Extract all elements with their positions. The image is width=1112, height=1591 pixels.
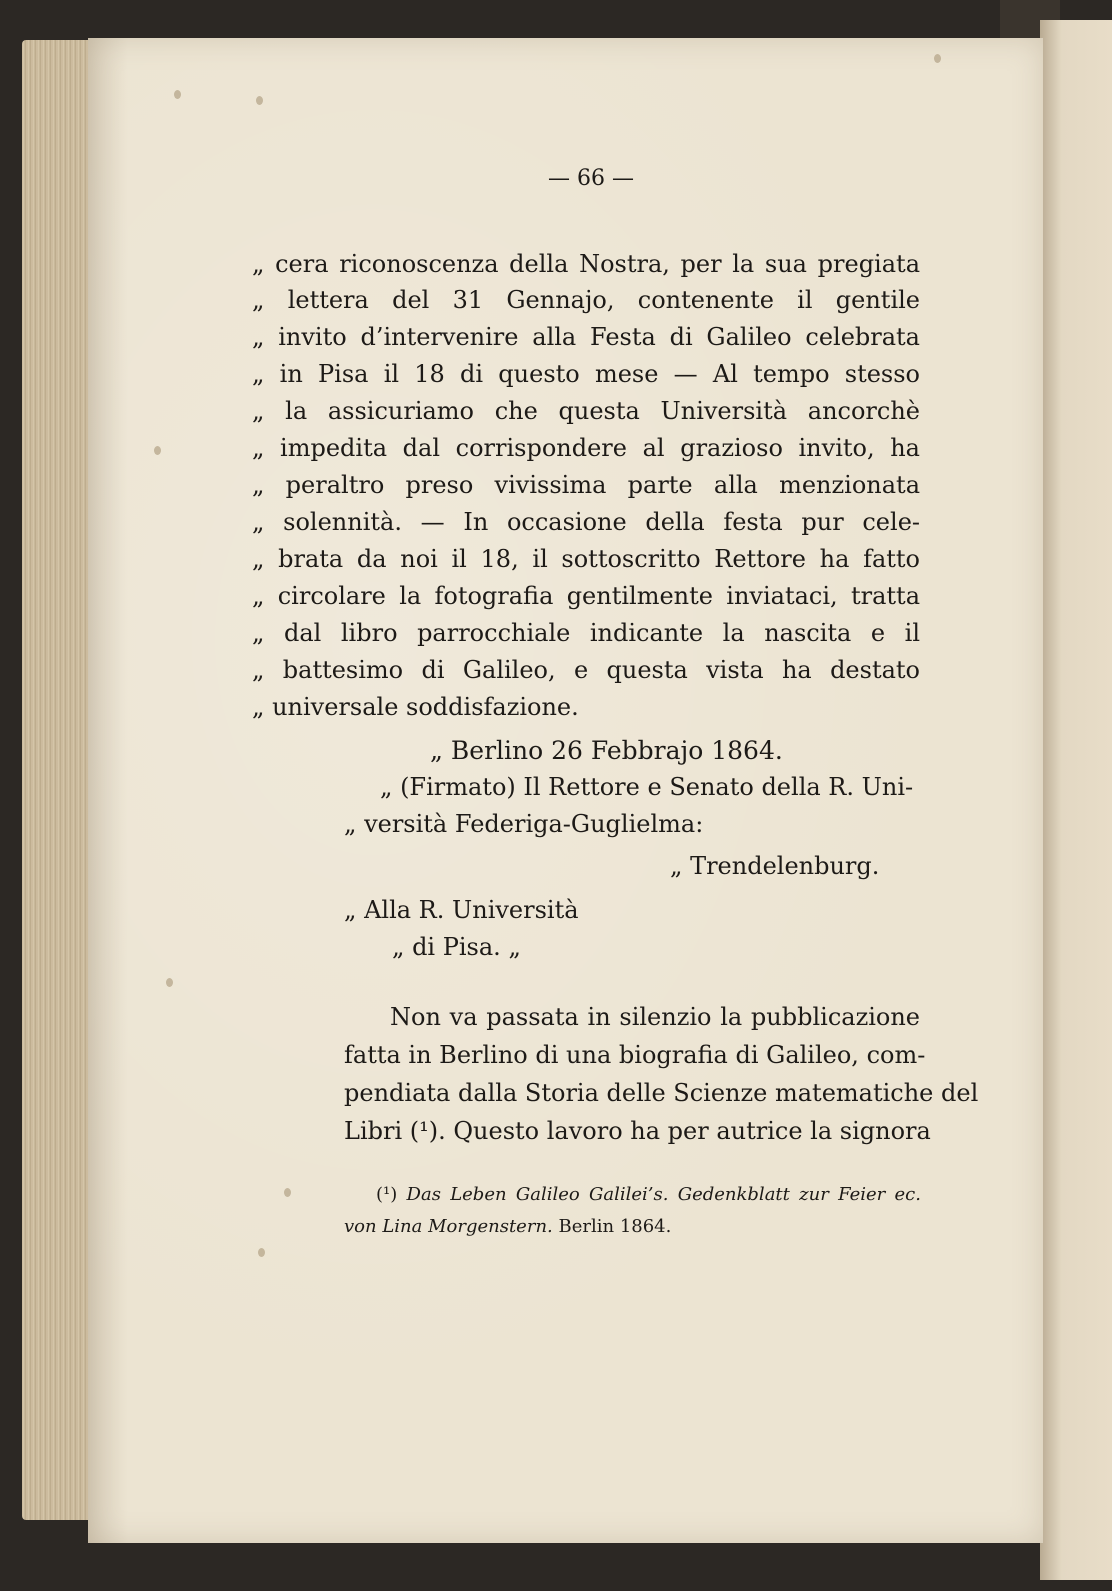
paper-spot: [934, 54, 941, 63]
facing-page-edge: [1040, 20, 1112, 1580]
paragraph-line: Libri (¹). Questo lavoro ha per autrice la signora: [344, 1117, 931, 1145]
paper-spot: [258, 1248, 265, 1257]
letter-line: „ la assicuriamo che questa Università ancorchè: [252, 397, 920, 425]
letter-line: „ dal libro parrocchiale indicante la nascita e il: [252, 619, 920, 647]
signed-line: „ versità Federiga-Guglielma:: [344, 810, 704, 838]
address-line: „ di Pisa. „: [392, 933, 521, 961]
letter-date: „ Berlino 26 Febbrajo 1864.: [430, 736, 783, 765]
letter-last-line: „ universale soddisfazione.: [252, 693, 579, 721]
paper-spot: [174, 90, 181, 99]
address-line: „ Alla R. Università: [344, 896, 579, 924]
paragraph-line: pendiata dalla Storia delle Scienze matematiche del: [344, 1079, 979, 1107]
signed-line: „ (Firmato) Il Rettore e Senato della R. Uni-: [380, 773, 914, 801]
letter-line: „ invito d’intervenire alla Festa di Galileo celebrata: [252, 323, 920, 351]
letter-line: „ circolare la fotografia gentilmente inviataci, tratta: [252, 582, 920, 610]
footnote-line-1: [376, 1184, 921, 1205]
paragraph-line: Non va passata in silenzio la pubblicazione: [390, 1003, 920, 1031]
letter-line: „ lettera del 31 Gennajo, contenente il gentile: [252, 286, 920, 314]
footnote-author: von Lina Morgenstern.: [344, 1216, 553, 1237]
letter-line: „ brata da noi il 18, il sottoscritto Rettore ha fatto: [252, 545, 920, 573]
letter-line: „ cera riconoscenza della Nostra, per la sua pregiata: [252, 250, 920, 278]
letter-line: „ peraltro preso vivissima parte alla menzionata: [252, 471, 920, 499]
paper-spot: [166, 978, 173, 987]
footnote-publication: Berlin 1864.: [558, 1216, 672, 1237]
paper-spot: [284, 1188, 291, 1197]
paper-spot: [154, 446, 161, 455]
letter-line: „ battesimo di Galileo, e questa vista ha destato: [252, 656, 920, 684]
page-number: — 66 —: [548, 166, 634, 191]
letter-line: „ in Pisa il 18 di questo mese — Al tempo stesso: [252, 360, 920, 388]
paragraph-line: fatta in Berlino di una biografia di Galileo, com-: [344, 1041, 926, 1069]
footnote-line-2: [344, 1216, 671, 1237]
footnote-title: Das Leben Galileo Galilei’s. Gedenkblatt zur Feier ec.: [406, 1184, 921, 1205]
paper-spot: [256, 96, 263, 105]
footnote-marker: (¹): [376, 1184, 398, 1205]
letter-line: „ impedita dal corrispondere al grazioso invito, ha: [252, 434, 920, 462]
letter-line: „ solennità. — In occasione della festa pur cele-: [252, 508, 920, 536]
signature: „ Trendelenburg.: [670, 852, 880, 880]
